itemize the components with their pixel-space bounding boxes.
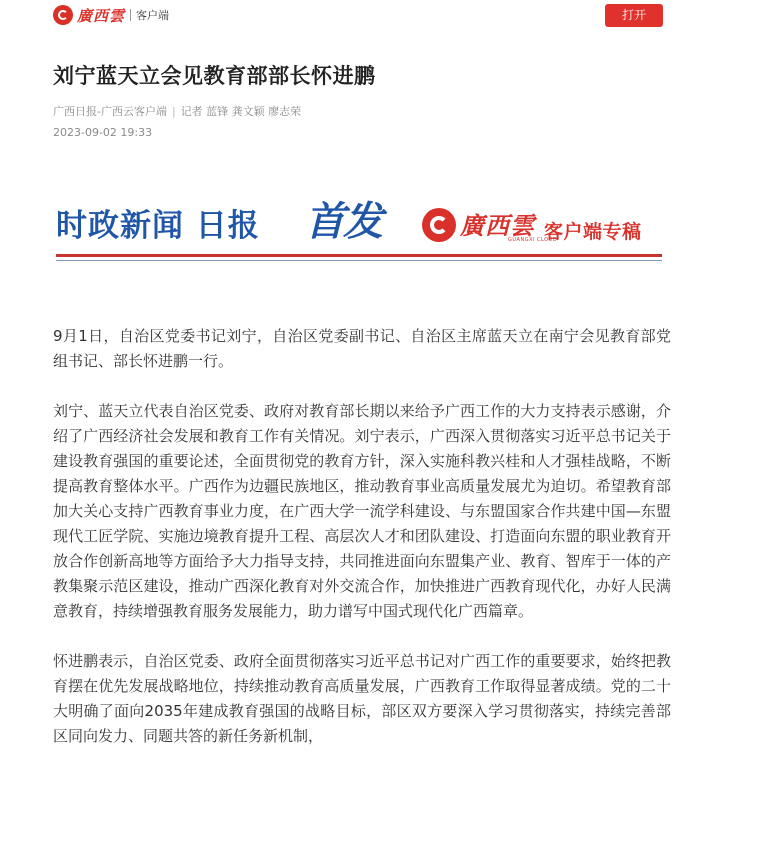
open-app-button[interactable]: 打开 bbox=[605, 4, 663, 27]
banner-client-text: 客户端专稿 bbox=[544, 221, 642, 243]
banner-brand-sub: GUANGXI CLOUD bbox=[508, 237, 558, 243]
article-body bbox=[53, 324, 671, 774]
banner-rule-red bbox=[56, 254, 662, 257]
article-authors: 记者 蓝锋 龚文颖 廖志荣 bbox=[180, 105, 302, 118]
guangxi-cloud-logo-icon bbox=[53, 5, 73, 25]
banner-brand-script: 廣西雲 bbox=[460, 211, 535, 240]
meta-divider: | bbox=[171, 105, 176, 118]
article-meta bbox=[53, 103, 301, 119]
logo-divider bbox=[130, 9, 131, 21]
banner-logo-icon bbox=[422, 208, 456, 242]
top-bar bbox=[0, 0, 768, 32]
article-paragraph: 9月1日，自治区党委书记刘宁，自治区党委副书记、自治区主席蓝天立在南宁会见教育部党组书记、部长怀进鹏一行。 bbox=[53, 327, 671, 370]
article-paragraph: 怀进鹏表示，自治区党委、政府全面贯彻落实习近平总书记对广西工作的重要要求，始终把教育摆在优先发展战略地位，持续推动教育高质量发展，广西教育工作取得显著成绩。党的二十大明确了面向2035年建成教育强国的战略目标，部区双方要深入学习贯彻落实，持续完善部区同向发力、同题共答的新任务新机制， bbox=[53, 652, 671, 745]
app-logo[interactable] bbox=[53, 4, 169, 26]
article-paragraph: 刘宁、蓝天立代表自治区党委、政府对教育部长期以来给予广西工作的大力支持表示感谢，介绍了广西经济社会发展和教育工作有关情况。刘宁表示，广西深入贯彻落实习近平总书记关于建设教育强国的重要论述，全面贯彻党的教育方针，深入实施科教兴桂和人才强桂战略，不断提高教育整体水平。广西作为边疆民族地区，推动教育事业高质量发展尤为迫切。希望教育部加大关心支持广西教育事业力度，在广西大学一流学科建设、与东盟国家合作共建中国—东盟现代工匠学院、实施边境教育提升工程、高层次人才和团队建设、打造面向东盟的职业教育开放合作创新高地等方面给予大力指导支持，共同推进面向东盟集产业、教育、智库于一体的产教集聚示范区建设，推动广西深化教育对外交流合作，加快推进广西教育现代化，办好人民满意教育，持续增强教育服务发展能力，助力谱写中国式现代化广西篇章。 bbox=[53, 402, 671, 620]
banner-left-text: 时政新闻 日报 bbox=[56, 208, 260, 244]
banner-first-text: 首发 bbox=[305, 198, 381, 245]
logo-tag: 客户端 bbox=[136, 9, 170, 22]
article-date: 2023-09-02 19:33 bbox=[53, 126, 153, 139]
logo-script-text: 廣西雲 bbox=[77, 6, 126, 25]
banner-rule-blue bbox=[56, 260, 662, 261]
article-source: 广西日报-广西云客户端 bbox=[53, 105, 167, 118]
article-banner bbox=[56, 192, 664, 262]
article-title: 刘宁蓝天立会见教育部部长怀进鹏 bbox=[53, 64, 376, 88]
